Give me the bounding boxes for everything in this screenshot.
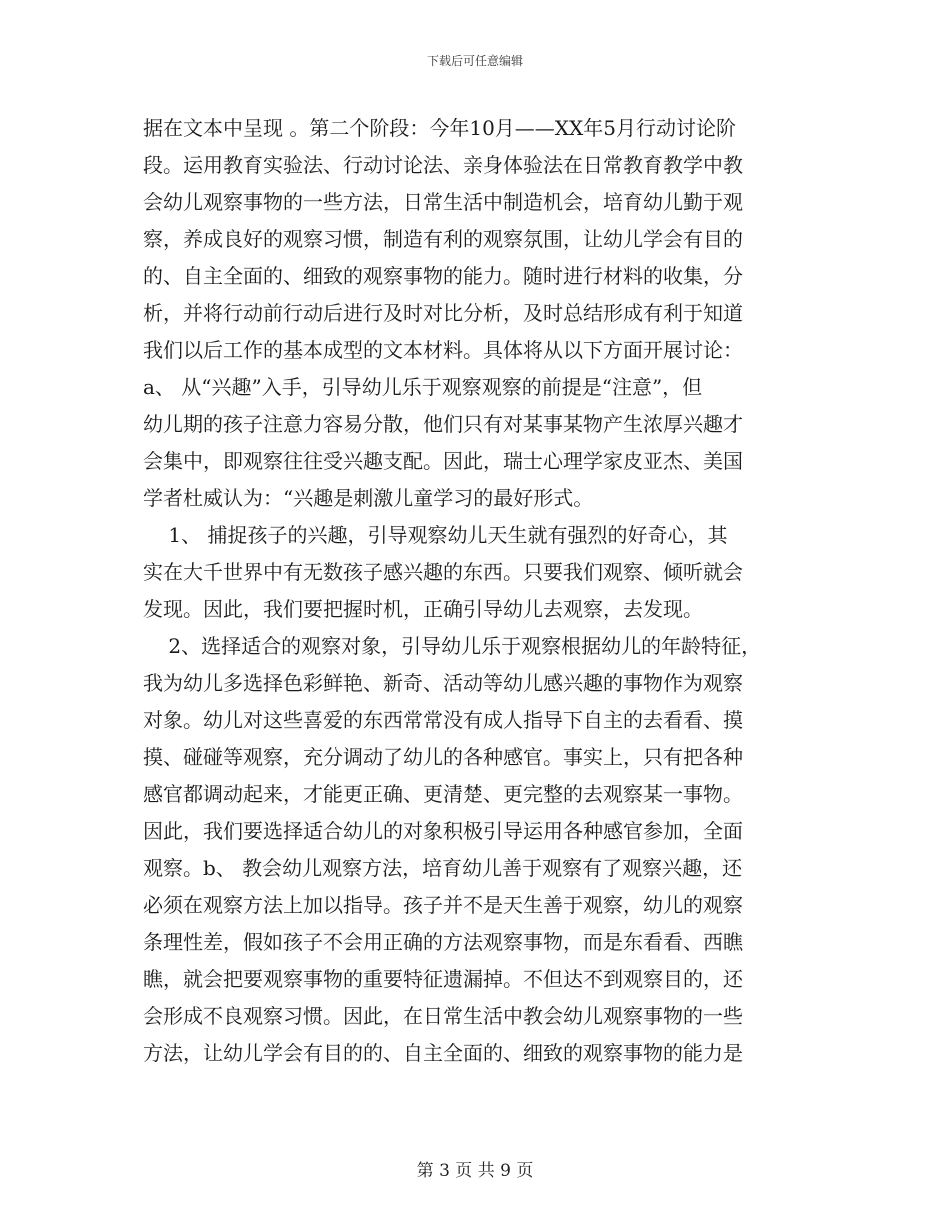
text-line: 方法，让幼儿学会有目的的、自主全面的、细致的观察事物的能力是 (143, 1041, 743, 1065)
text-line: 发现。因此，我们要把握时机，正确引导幼儿去观察，去发现。 (143, 597, 703, 621)
text-line: 实在大千世界中有无数孩子感兴趣的东西。只要我们观察、倾听就会 (143, 560, 743, 584)
text-line: 学者杜威认为：“兴趣是刺激儿童学习的最好形式。 (143, 486, 594, 510)
text-line: 段。运用教育实验法、行动讨论法、亲身体验法在日常教育教学中教 (143, 153, 743, 177)
text-line: 摸、碰碰等观察，充分调动了幼儿的各种感官。事实上，只有把各种 (143, 745, 743, 769)
text-line: 我为幼儿多选择色彩鲜艳、新奇、活动等幼儿感兴趣的事物作为观察 (143, 671, 743, 695)
page-footer: 第 3 页 共 9 页 (416, 1161, 534, 1181)
text-line: 幼儿期的孩子注意力容易分散，他们只有对某事某物产生浓厚兴趣才 (143, 412, 743, 436)
document-body (143, 110, 803, 1072)
text-line: 2、选择适合的观察对象，引导幼儿乐于观察根据幼儿的年龄特征， (143, 634, 762, 658)
text-line: 察，养成良好的观察习惯，制造有利的观察氛围，让幼儿学会有目的 (143, 227, 743, 251)
text-line: 析，并将行动前行动后进行及时对比分析，及时总结形成有利于知道 (143, 301, 743, 325)
text-line: 会集中，即观察往往受兴趣支配。因此，瑞士心理学家皮亚杰、美国 (143, 449, 743, 473)
text-line: 观察。b、 教会幼儿观察方法，培育幼儿善于观察有了观察兴趣，还 (143, 856, 743, 880)
text-line: 必须在观察方法上加以指导。孩子并不是天生善于观察，幼儿的观察 (143, 893, 743, 917)
text-line: 瞧，就会把要观察事物的重要特征遗漏掉。不但达不到观察目的，还 (143, 967, 743, 991)
text-line: a、 从“兴趣”入手，引导幼儿乐于观察观察的前提是“注意”，但 (143, 375, 703, 399)
text-line: 条理性差，假如孩子不会用正确的方法观察事物，而是东看看、西瞧 (143, 930, 743, 954)
text-line: 因此，我们要选择适合幼儿的对象积极引导运用各种感官参加，全面 (143, 819, 743, 843)
text-line: 的、自主全面的、细致的观察事物的能力。随时进行材料的收集，分 (143, 264, 743, 288)
page-header: 下载后可任意编辑 (426, 54, 523, 68)
text-line: 据在文本中呈现 。第二个阶段：今年10月——XX年5月行动讨论阶 (143, 116, 737, 140)
text-line: 1、 捕捉孩子的兴趣，引导观察幼儿天生就有强烈的好奇心，其 (143, 523, 728, 547)
text-line: 会幼儿观察事物的一些方法，日常生活中制造机会，培育幼儿勤于观 (143, 190, 743, 214)
text-line: 我们以后工作的基本成型的文本材料。具体将从以下方面开展讨论： (143, 338, 743, 362)
text-line: 对象。幼儿对这些喜爱的东西常常没有成人指导下自主的去看看、摸 (143, 708, 743, 732)
text-line: 感官都调动起来，才能更正确、更清楚、更完整的去观察某一事物。 (143, 782, 743, 806)
text-line: 会形成不良观察习惯。因此，在日常生活中教会幼儿观察事物的一些 (143, 1004, 743, 1028)
